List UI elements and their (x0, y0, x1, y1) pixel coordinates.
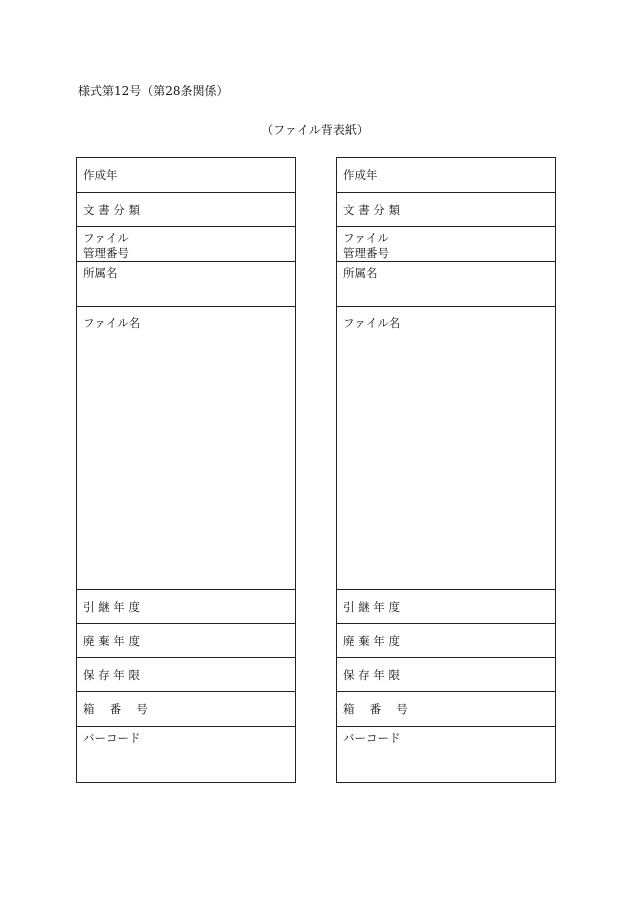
box-number-cell[interactable] (337, 692, 555, 727)
file-mgmt-label-line1: ファイル (83, 231, 129, 245)
box-number-label: 箱 番 号 (83, 702, 148, 716)
form-number: 様式第12号（第28条関係） (78, 84, 229, 98)
disposal-year-label: 廃 棄 年 度 (343, 633, 400, 648)
file-mgmt-number-cell[interactable] (77, 227, 295, 262)
year-created-label: 作成年 (83, 168, 118, 182)
barcode-label: バーコード (83, 731, 141, 745)
doc-category-cell[interactable] (337, 193, 555, 227)
year-created-cell[interactable] (77, 158, 295, 193)
barcode-label: バーコード (343, 731, 401, 745)
file-name-label: ファイル名 (83, 316, 141, 330)
spine-label-left (76, 157, 296, 783)
file-mgmt-label-line2: 管理番号 (343, 246, 389, 260)
disposal-year-label: 廃 棄 年 度 (83, 633, 140, 648)
department-cell[interactable] (77, 262, 295, 307)
disposal-year-cell[interactable] (77, 624, 295, 658)
retention-period-label: 保 存 年 限 (343, 667, 400, 682)
spine-label-right (336, 157, 556, 783)
transfer-year-label: 引 継 年 度 (83, 599, 140, 614)
transfer-year-label: 引 継 年 度 (343, 599, 400, 614)
doc-category-label: 文 書 分 類 (83, 202, 140, 217)
retention-period-cell[interactable] (77, 658, 295, 692)
transfer-year-cell[interactable] (77, 590, 295, 624)
file-mgmt-number-cell[interactable] (337, 227, 555, 262)
file-name-label: ファイル名 (343, 316, 401, 330)
file-mgmt-label-line1: ファイル (343, 231, 389, 245)
disposal-year-cell[interactable] (337, 624, 555, 658)
year-created-cell[interactable] (337, 158, 555, 193)
department-label: 所属名 (343, 266, 378, 280)
file-name-cell[interactable] (77, 307, 295, 590)
department-cell[interactable] (337, 262, 555, 307)
box-number-label: 箱 番 号 (343, 702, 408, 716)
document-title: （ファイル背表紙） (261, 123, 369, 137)
retention-period-cell[interactable] (337, 658, 555, 692)
barcode-cell[interactable] (77, 727, 295, 782)
department-label: 所属名 (83, 266, 118, 280)
year-created-label: 作成年 (343, 168, 378, 182)
box-number-cell[interactable] (77, 692, 295, 727)
doc-category-cell[interactable] (77, 193, 295, 227)
retention-period-label: 保 存 年 限 (83, 667, 140, 682)
file-mgmt-label-line2: 管理番号 (83, 246, 129, 260)
file-name-cell[interactable] (337, 307, 555, 590)
doc-category-label: 文 書 分 類 (343, 202, 400, 217)
transfer-year-cell[interactable] (337, 590, 555, 624)
barcode-cell[interactable] (337, 727, 555, 782)
